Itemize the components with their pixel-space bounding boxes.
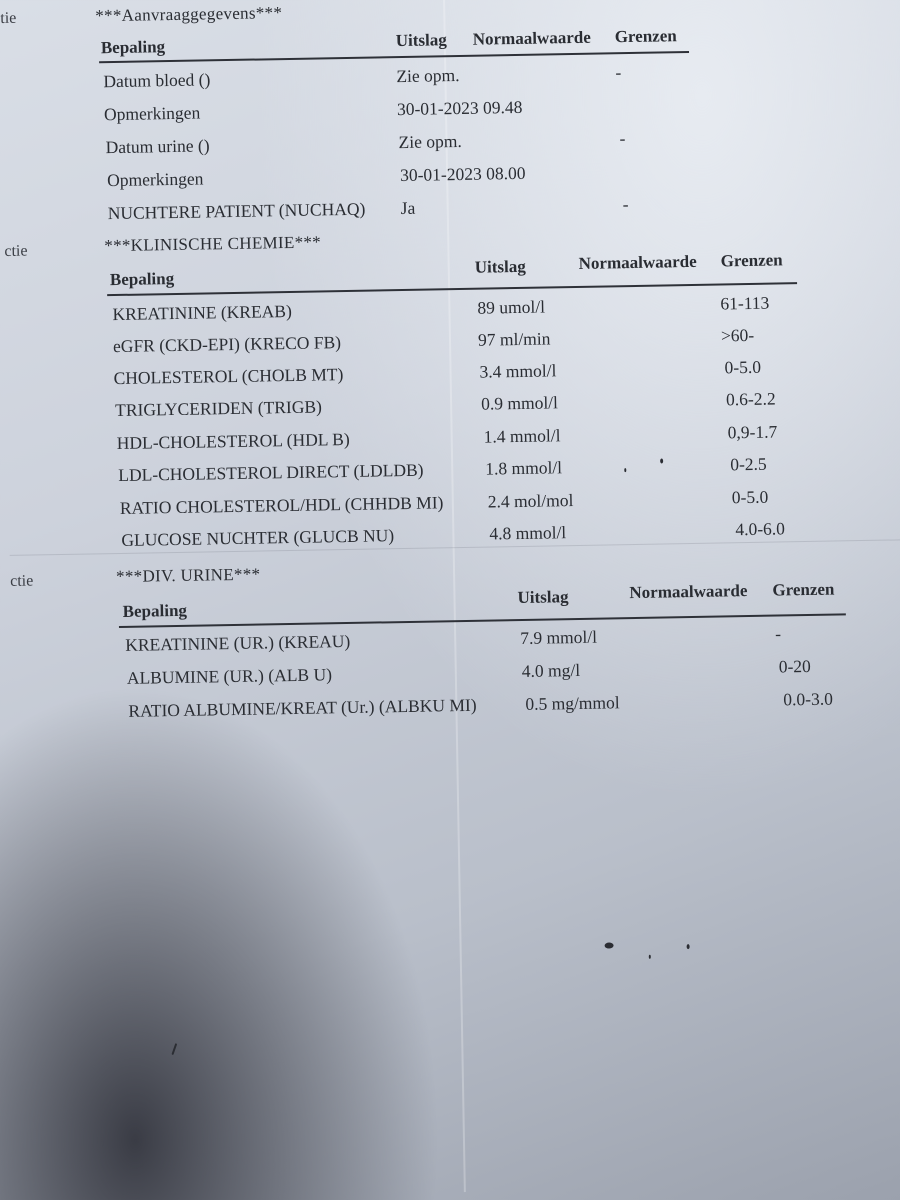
cell-grenzen: 0-5.0 — [724, 356, 762, 378]
cell-bepaling: KREATININE (UR.) (KREAU) — [125, 630, 351, 655]
cell-uitslag: 7.9 mmol/l — [520, 626, 598, 649]
cell-grenzen: 0-5.0 — [731, 486, 769, 508]
cell-uitslag: Zie opm. — [398, 130, 462, 153]
cell-bepaling: RATIO CHOLESTEROL/HDL (CHHDB MI) — [119, 492, 444, 518]
header-rule — [119, 613, 846, 628]
header-uitslag: Uitslag — [517, 587, 569, 608]
cell-bepaling: Opmerkingen — [106, 168, 204, 191]
cell-uitslag: 0.9 mmol/l — [480, 392, 559, 414]
cell-uitslag: Zie opm. — [396, 64, 460, 87]
cell-grenzen: - — [615, 62, 622, 83]
margin-label: ctie — [4, 242, 28, 260]
cell-bepaling: RATIO ALBUMINE/KREAT (Ur.) (ALBKU MI) — [128, 694, 477, 721]
cell-bepaling: ALBUMINE (UR.) (ALB U) — [126, 664, 333, 688]
cell-uitslag: 2.4 mol/mol — [487, 490, 574, 512]
header-grenzen: Grenzen — [772, 579, 835, 600]
paper-speck — [687, 944, 690, 949]
header-grenzen: Grenzen — [614, 26, 677, 47]
paper-speck — [660, 458, 663, 463]
paper-speck — [649, 955, 651, 959]
header-bepaling: Bepaling — [109, 269, 175, 290]
header-grenzen: Grenzen — [720, 250, 783, 271]
header-normaalwaarde: Normaalwaarde — [578, 251, 697, 273]
cell-grenzen: 0-20 — [778, 655, 811, 677]
header-uitslag: Uitslag — [395, 30, 447, 51]
cell-uitslag: 1.4 mmol/l — [483, 425, 561, 447]
cell-grenzen: 0.6-2.2 — [725, 388, 776, 410]
cell-uitslag: 3.4 mmol/l — [479, 360, 557, 382]
cell-grenzen: >60- — [720, 324, 755, 346]
section-title-aanvraaggegevens: ***Aanvraaggegevens*** — [95, 3, 283, 26]
cell-bepaling: Datum urine () — [105, 135, 210, 158]
cell-bepaling: eGFR (CKD-EPI) (KRECO FB) — [112, 332, 342, 357]
paper-speck — [605, 942, 614, 948]
cell-bepaling: KREATININE (KREAB) — [112, 300, 293, 325]
cell-grenzen: - — [619, 128, 626, 149]
cell-grenzen: 4.0-6.0 — [735, 518, 786, 540]
cell-bepaling: Datum bloed () — [103, 69, 211, 92]
cell-uitslag: 30-01-2023 08.00 — [399, 162, 526, 186]
header-bepaling: Bepaling — [100, 37, 166, 58]
cell-uitslag: 30-01-2023 09.48 — [396, 96, 523, 120]
header-uitslag: Uitslag — [474, 256, 526, 277]
section-title-div-urine: ***DIV. URINE*** — [115, 564, 261, 587]
cell-bepaling: NUCHTERE PATIENT (NUCHAQ) — [107, 198, 366, 224]
cell-bepaling: LDL-CHOLESTEROL DIRECT (LDLDB) — [118, 459, 424, 486]
paper-speck — [624, 468, 626, 472]
margin-label: tie — [0, 9, 17, 27]
cell-bepaling: Opmerkingen — [103, 102, 201, 125]
cell-uitslag: 4.0 mg/l — [521, 659, 581, 681]
paper-speck — [171, 1043, 177, 1055]
cell-uitslag: 0.5 mg/mmol — [525, 692, 620, 714]
cell-grenzen: 0.0-3.0 — [783, 688, 834, 710]
cell-grenzen: - — [622, 194, 629, 215]
cell-grenzen: - — [775, 623, 782, 644]
cell-bepaling: GLUCOSE NUCHTER (GLUCB NU) — [121, 525, 395, 550]
header-normaalwaarde: Normaalwaarde — [472, 27, 591, 49]
cell-uitslag: 4.8 mmol/l — [489, 522, 567, 544]
cell-uitslag: 1.8 mmol/l — [485, 457, 563, 479]
cell-uitslag: 89 umol/l — [477, 296, 546, 318]
margin-label: ctie — [10, 572, 34, 590]
cell-grenzen: 0-2.5 — [730, 453, 767, 475]
cell-bepaling: TRIGLYCERIDEN (TRIGB) — [114, 396, 323, 421]
header-bepaling: Bepaling — [122, 600, 188, 621]
cell-bepaling: CHOLESTEROL (CHOLB MT) — [113, 364, 344, 389]
cell-uitslag: 97 ml/min — [477, 328, 551, 350]
cell-grenzen: 61-113 — [720, 292, 770, 314]
header-rule — [107, 282, 797, 296]
section-title-klinische-chemie: ***KLINISCHE CHEMIE*** — [104, 232, 322, 256]
cell-bepaling: HDL-CHOLESTEROL (HDL B) — [116, 428, 350, 454]
cell-grenzen: 0,9-1.7 — [727, 421, 778, 443]
header-normaalwaarde: Normaalwaarde — [629, 581, 748, 603]
header-rule — [99, 51, 689, 63]
cell-uitslag: Ja — [400, 197, 416, 219]
